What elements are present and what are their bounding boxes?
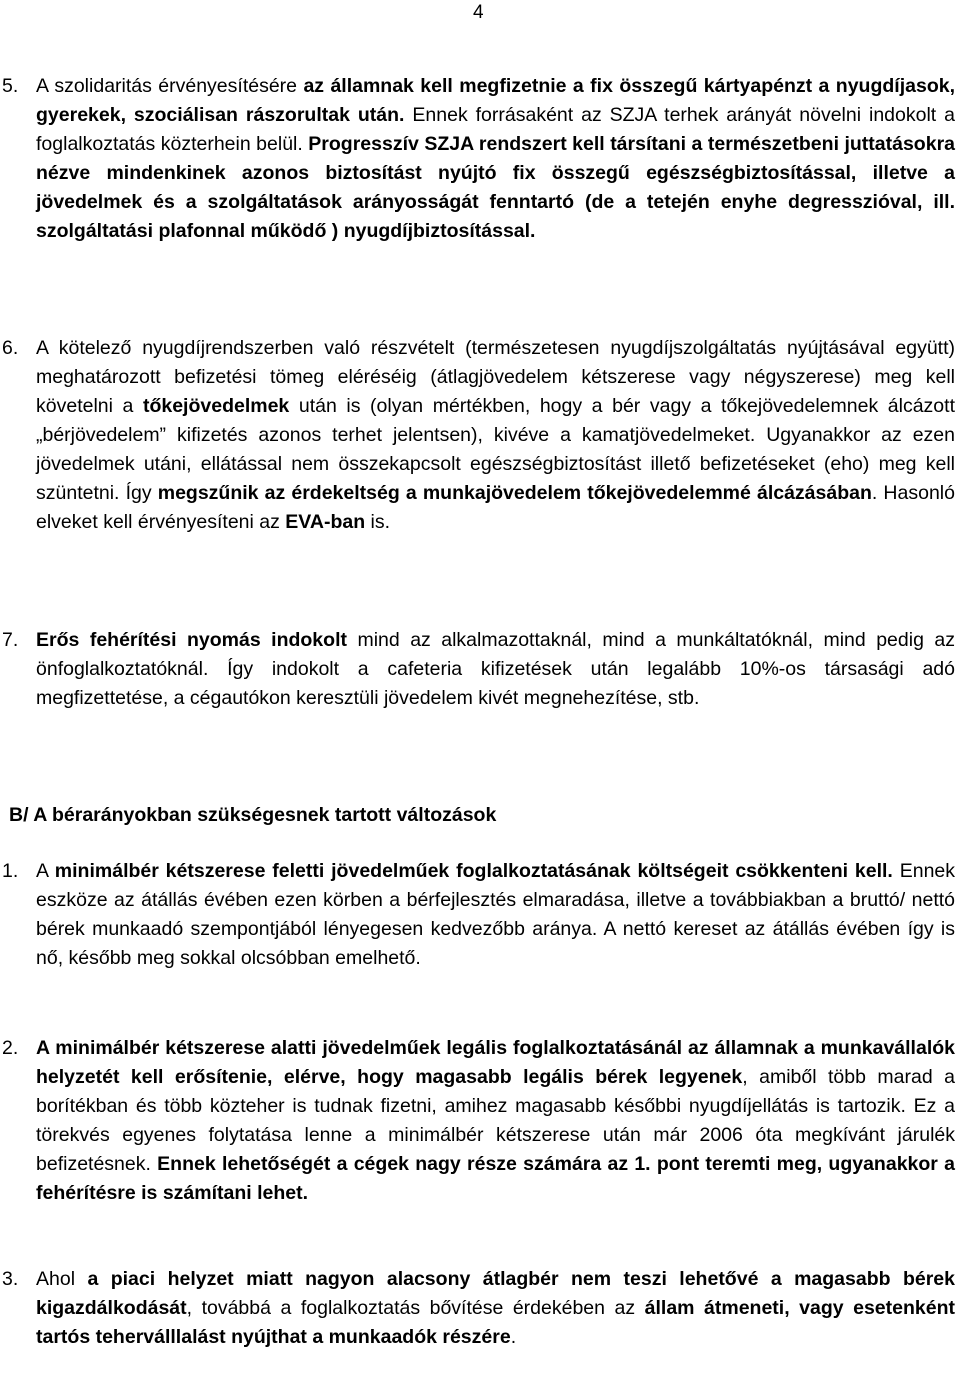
- list-item-b2: [0, 1034, 955, 1208]
- section-heading: B/ A bérarányokban szükségesnek tartott változások: [9, 804, 497, 826]
- item-number: 6.: [2, 337, 19, 359]
- text-run: A kötelező nyugdíjrendszerben való részvételt (természetesen nyugdíjszolgáltatás nyújtásával együtt) meghatározott befizetési tömeg eléréséig (átlagjövedelem kétszerese vagy négyszerese) meg kell követelni a: [36, 337, 955, 417]
- item-number: 2.: [2, 1037, 19, 1059]
- item-number: 5.: [2, 75, 19, 97]
- text-run: , amiből több marad a borítékban és több közteher is tudnak fizetni, amihez magasabb későbbi nyugdíjellátás is tartozik. Ez a törekvés egyenes folytatása lenne a minimálbér kétszerese után már 2006 óta megkívánt járulék befizetésnek.: [36, 1066, 956, 1175]
- page-number: 4: [473, 2, 484, 23]
- text-run-bold: az államnak kell megfizetnie a fix összegű kártyapénzt a nyugdíjasok, gyerekek, szociálisan rászorultak után.: [36, 75, 955, 126]
- text-run: Ennek forrásaként az SZJA terhek arányát növelni indokolt a foglalkoztatás közterhein belül.: [36, 104, 955, 155]
- text-run: is.: [365, 511, 391, 533]
- text-run: mind az alkalmazottaknál, mind a munkáltatóknál, mind pedig az önfoglalkoztatóknál. Így indokolt a cafeteria kifizetések után legalább 10%-os társasági adó megfizettetése, a cégautókon keresztüli jövedelem kivét megnehezítése, stb.: [36, 629, 955, 709]
- text-run: után is (olyan mértékben, hogy a bér vagy a tőkejövedelemnek álcázott „bérjövedelem” kifizetés azonos terhet jelentsen), kivéve a kamatjövedelmeket. Ugyanakkor az ezen jövedelmek utáni, ellátással nem összekapcsolt egészségbiztosítást illető befizetéseket (eho) meg kell szüntetni. Így: [36, 395, 955, 504]
- text-run-bold: tőkejövedelmek: [142, 395, 290, 417]
- text-run-bold: minimálbér kétszerese feletti jövedelműek foglalkoztatásának költségeit csökkenteni kell.: [54, 860, 893, 882]
- item-number: 3.: [2, 1268, 19, 1290]
- item-text: [36, 1265, 955, 1352]
- text-run-bold: A minimálbér kétszerese alatti jövedelműek legális foglalkoztatásánál az államnak a munkavállalók helyzetét kell erősítenie, elérve, hogy magasabb legális bérek legyenek: [36, 1037, 955, 1088]
- text-run-bold: megszűnik az érdekeltség a munkajövedelem tőkejövedelemmé álcázásában: [157, 482, 872, 504]
- list-item-b3: [0, 1265, 955, 1352]
- list-item-5: [0, 72, 955, 246]
- text-run: , továbbá a foglalkoztatás bővítése érdekében az: [186, 1297, 645, 1319]
- text-run: A: [36, 860, 55, 882]
- text-run-bold: állam átmeneti, vagy esetenként tartós teherválllalást nyújthat a munkaadók részére: [36, 1297, 955, 1348]
- item-text: [36, 626, 955, 713]
- text-run: . Hasonló elveket kell érvényesíteni az: [36, 482, 955, 533]
- text-run-bold: EVA-ban: [285, 511, 366, 533]
- item-text: [36, 334, 955, 537]
- text-run: A szolidaritás érvényesítésére: [36, 75, 304, 97]
- text-run-bold: Erős fehérítési nyomás indokolt: [36, 629, 347, 651]
- text-run-bold: Progresszív SZJA rendszert kell társítani a természetbeni juttatásokra nézve mindenkinek azonos biztosítást nyújtó fix összegű egészségbiztosítással, illetve a jövedelmek és a szolgáltatások arányosságát fenntartó (de a tetején enyhe degresszióval, ill. szolgáltatási plafonnal működő ) nyugdíjbiztosítással.: [36, 133, 956, 242]
- list-item-b1: [0, 857, 955, 973]
- text-run-bold: Ennek lehetőségét a cégek nagy része számára az 1. pont teremti meg, ugyanakkor a fehérítésre is számítani lehet.: [36, 1153, 955, 1204]
- list-item-7: [0, 626, 955, 713]
- text-run: Ahol: [36, 1268, 88, 1290]
- item-text: [36, 857, 955, 973]
- item-text: [36, 1034, 955, 1208]
- item-number: 1.: [2, 860, 19, 882]
- text-run: .: [510, 1326, 517, 1348]
- text-run: Ennek eszköze az átállás évében ezen körben a bérfejlesztés elmaradása, illetve a továbbiakban a bruttó/ nettó bérek munkaadó szempontjából lényegesen kedvezőbb aránya. A nettó kereset az átállás évében így is nő, később meg sokkal olcsóbban emelhető.: [36, 860, 956, 969]
- text-run-bold: a piaci helyzet miatt nagyon alacsony átlagbér nem teszi lehetővé a magasabb bérek kigazdálkodását: [36, 1268, 955, 1319]
- item-number: 7.: [2, 629, 19, 651]
- list-item-6: [0, 334, 955, 537]
- item-text: [36, 72, 955, 246]
